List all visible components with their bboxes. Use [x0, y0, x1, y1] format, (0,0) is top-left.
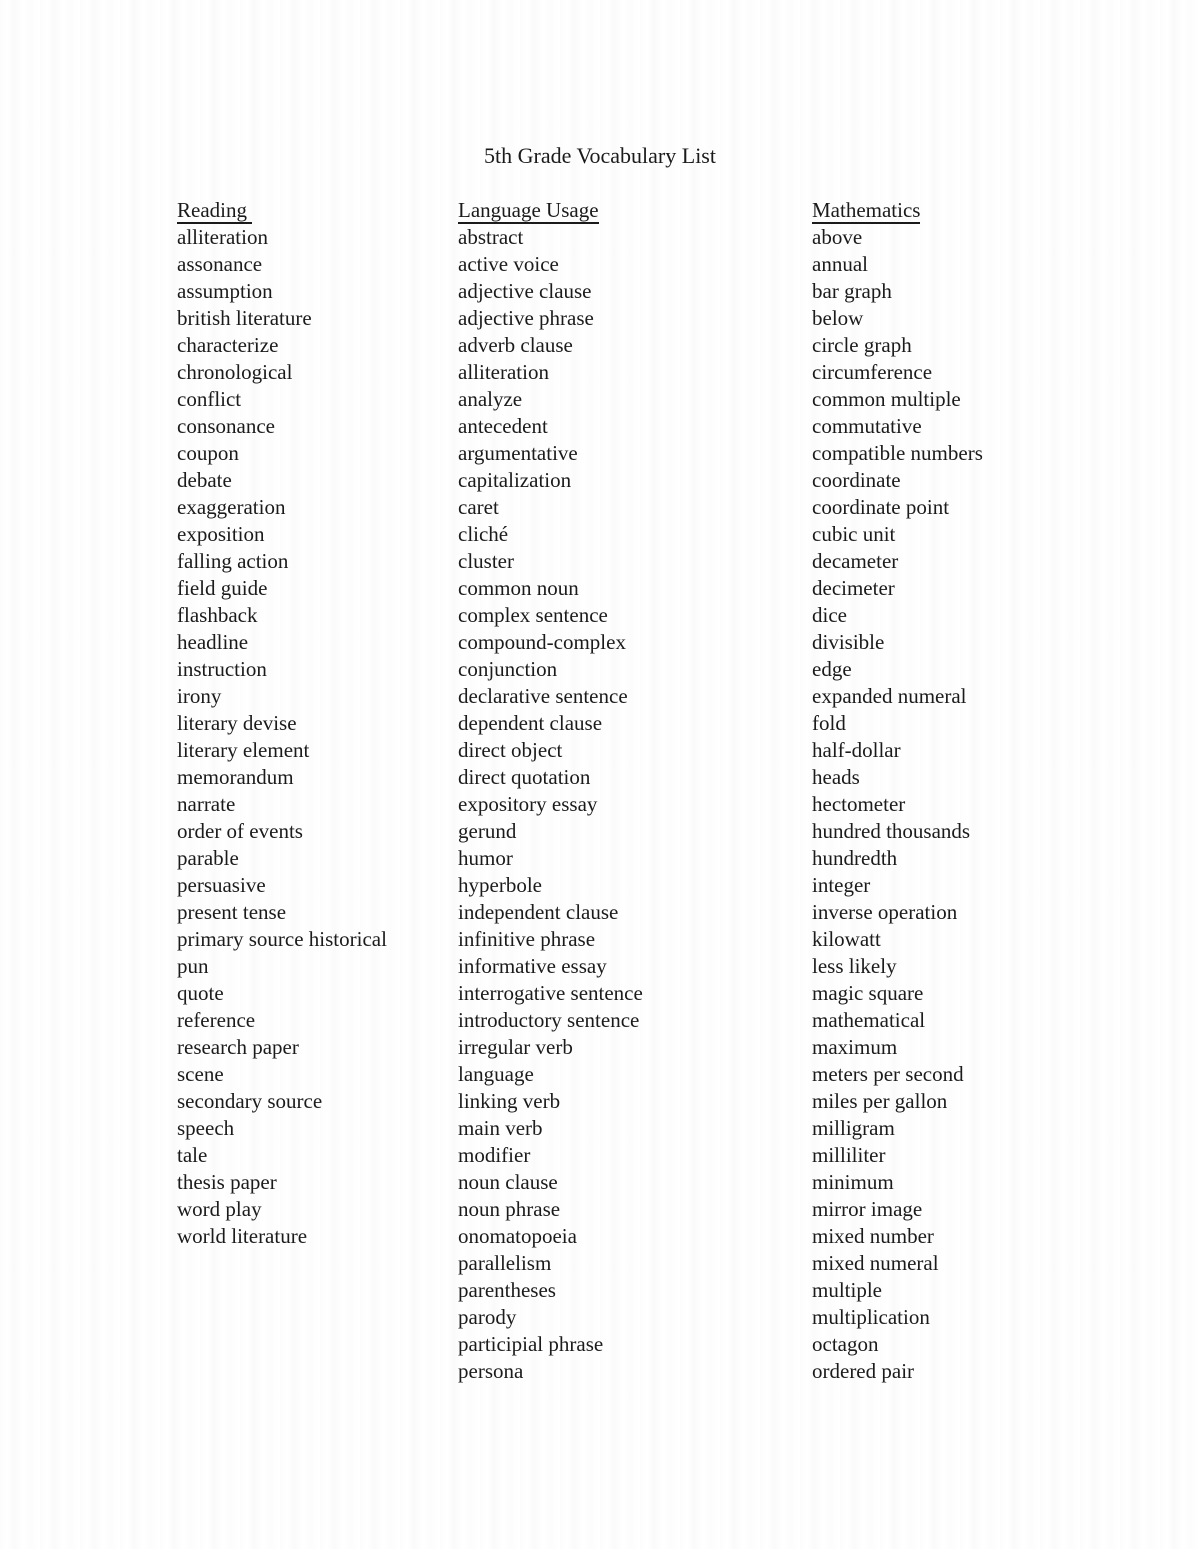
- vocab-word: debate: [177, 468, 232, 492]
- vocab-word: falling action: [177, 549, 289, 573]
- vocab-word: milliliter: [812, 1143, 886, 1167]
- vocab-word: world literature: [177, 1224, 308, 1248]
- vocab-word: persona: [458, 1359, 524, 1383]
- vocab-word: british literature: [177, 306, 312, 330]
- vocab-word: speech: [177, 1116, 235, 1140]
- vocab-word: decimeter: [812, 576, 895, 600]
- vocab-word: persuasive: [177, 873, 266, 897]
- vocab-word: half-dollar: [812, 738, 901, 762]
- vocab-word: conflict: [177, 387, 242, 411]
- vocab-word: alliteration: [177, 225, 268, 249]
- vocab-word: circumference: [812, 360, 933, 384]
- vocab-word: literary devise: [177, 711, 297, 735]
- vocab-word: informative essay: [458, 954, 607, 978]
- vocab-word: irony: [177, 684, 222, 708]
- vocab-word: cluster: [458, 549, 514, 573]
- vocab-word: octagon: [812, 1332, 879, 1356]
- vocab-word: ordered pair: [812, 1359, 915, 1383]
- vocab-word: flashback: [177, 603, 258, 627]
- vocab-word: hectometer: [812, 792, 906, 816]
- vocab-word: onomatopoeia: [458, 1224, 577, 1248]
- vocab-word: parable: [177, 846, 239, 870]
- vocab-word: mirror image: [812, 1197, 923, 1221]
- column-header-language-usage: Language Usage: [458, 198, 599, 222]
- column-mathematics: [812, 197, 983, 1385]
- vocab-word: common noun: [458, 576, 579, 600]
- vocab-word: main verb: [458, 1116, 543, 1140]
- vocab-word: minimum: [812, 1170, 894, 1194]
- vocab-word: coordinate: [812, 468, 901, 492]
- vocab-word: pun: [177, 954, 209, 978]
- vocab-word: inverse operation: [812, 900, 958, 924]
- vocab-word: cliché: [458, 522, 509, 546]
- vocab-word: characterize: [177, 333, 279, 357]
- vocab-word: introductory sentence: [458, 1008, 640, 1032]
- vocab-word: caret: [458, 495, 499, 519]
- vocab-word: gerund: [458, 819, 517, 843]
- vocab-word: less likely: [812, 954, 897, 978]
- vocab-word: independent clause: [458, 900, 619, 924]
- vocab-word: secondary source: [177, 1089, 323, 1113]
- vocab-word: adverb clause: [458, 333, 573, 357]
- vocab-word: thesis paper: [177, 1170, 277, 1194]
- word-list-reading: [177, 224, 387, 1250]
- vocab-word: noun clause: [458, 1170, 558, 1194]
- vocab-word: parody: [458, 1305, 517, 1329]
- vocab-word: primary source historical: [177, 927, 387, 951]
- vocab-word: language: [458, 1062, 534, 1086]
- vocab-word: noun phrase: [458, 1197, 561, 1221]
- vocab-word: dice: [812, 603, 847, 627]
- vocab-word: hundredth: [812, 846, 898, 870]
- vocab-word: mixed numeral: [812, 1251, 939, 1275]
- vocab-word: tale: [177, 1143, 208, 1167]
- vocab-word: maximum: [812, 1035, 898, 1059]
- word-list-language-usage: [458, 224, 643, 1385]
- vocab-word: exaggeration: [177, 495, 286, 519]
- vocab-word: meters per second: [812, 1062, 964, 1086]
- vocab-word: literary element: [177, 738, 310, 762]
- vocab-word: research paper: [177, 1035, 299, 1059]
- column-header-reading: Reading: [177, 198, 253, 222]
- vocab-word: cubic unit: [812, 522, 896, 546]
- vocab-word: fold: [812, 711, 846, 735]
- document-title: 5th Grade Vocabulary List: [484, 143, 716, 168]
- vocab-word: parentheses: [458, 1278, 556, 1302]
- vocab-word: heads: [812, 765, 860, 789]
- column-reading: [177, 197, 387, 1250]
- vocab-word: scene: [177, 1062, 224, 1086]
- vocab-word: commutative: [812, 414, 922, 438]
- vocab-word: declarative sentence: [458, 684, 628, 708]
- vocab-word: alliteration: [458, 360, 549, 384]
- vocab-word: parallelism: [458, 1251, 552, 1275]
- vocab-word: adjective clause: [458, 279, 592, 303]
- vocab-word: above: [812, 225, 863, 249]
- vocab-word: word play: [177, 1197, 262, 1221]
- column-header-mathematics: Mathematics: [812, 198, 921, 222]
- vocab-word: miles per gallon: [812, 1089, 948, 1113]
- vocab-word: antecedent: [458, 414, 548, 438]
- vocab-word: common multiple: [812, 387, 961, 411]
- word-list-mathematics: [812, 224, 983, 1385]
- vocab-word: active voice: [458, 252, 559, 276]
- vocab-word: magic square: [812, 981, 924, 1005]
- vocab-word: circle graph: [812, 333, 912, 357]
- vocab-word: complex sentence: [458, 603, 608, 627]
- vocab-word: below: [812, 306, 864, 330]
- vocab-word: kilowatt: [812, 927, 881, 951]
- vocab-word: narrate: [177, 792, 236, 816]
- vocab-word: coordinate point: [812, 495, 950, 519]
- vocab-word: hyperbole: [458, 873, 542, 897]
- vocab-word: assonance: [177, 252, 263, 276]
- vocab-word: present tense: [177, 900, 287, 924]
- vocab-word: expanded numeral: [812, 684, 967, 708]
- vocab-word: divisible: [812, 630, 885, 654]
- vocab-word: capitalization: [458, 468, 572, 492]
- vocab-word: instruction: [177, 657, 267, 681]
- vocab-word: headline: [177, 630, 249, 654]
- vocab-word: adjective phrase: [458, 306, 594, 330]
- vocab-word: expository essay: [458, 792, 598, 816]
- vocab-word: exposition: [177, 522, 265, 546]
- vocab-word: irregular verb: [458, 1035, 573, 1059]
- vocab-word: compound-complex: [458, 630, 626, 654]
- vocab-word: abstract: [458, 225, 524, 249]
- vocab-word: conjunction: [458, 657, 558, 681]
- vocab-word: mixed number: [812, 1224, 934, 1248]
- vocab-word: reference: [177, 1008, 256, 1032]
- vocab-word: integer: [812, 873, 871, 897]
- vocab-word: chronological: [177, 360, 293, 384]
- vocab-word: argumentative: [458, 441, 578, 465]
- column-language-usage: [458, 197, 643, 1385]
- vocab-word: hundred thousands: [812, 819, 971, 843]
- vocab-word: multiple: [812, 1278, 882, 1302]
- vocab-word: interrogative sentence: [458, 981, 643, 1005]
- vocab-word: modifier: [458, 1143, 531, 1167]
- vocab-word: quote: [177, 981, 224, 1005]
- vocab-word: dependent clause: [458, 711, 603, 735]
- vocab-word: edge: [812, 657, 852, 681]
- vocab-word: memorandum: [177, 765, 294, 789]
- vocab-word: bar graph: [812, 279, 892, 303]
- vocab-word: participial phrase: [458, 1332, 604, 1356]
- vocab-word: consonance: [177, 414, 275, 438]
- vocab-word: milligram: [812, 1116, 895, 1140]
- vocab-word: decameter: [812, 549, 899, 573]
- vocab-word: humor: [458, 846, 513, 870]
- vocab-word: order of events: [177, 819, 303, 843]
- vocab-word: annual: [812, 252, 868, 276]
- vocab-word: compatible numbers: [812, 441, 983, 465]
- vocab-word: linking verb: [458, 1089, 561, 1113]
- vocab-word: field guide: [177, 576, 268, 600]
- vocab-word: multiplication: [812, 1305, 930, 1329]
- vocab-word: assumption: [177, 279, 273, 303]
- vocab-word: mathematical: [812, 1008, 926, 1032]
- vocab-word: direct quotation: [458, 765, 591, 789]
- vocab-word: analyze: [458, 387, 523, 411]
- vocab-word: direct object: [458, 738, 563, 762]
- vocab-word: infinitive phrase: [458, 927, 596, 951]
- vocab-word: coupon: [177, 441, 239, 465]
